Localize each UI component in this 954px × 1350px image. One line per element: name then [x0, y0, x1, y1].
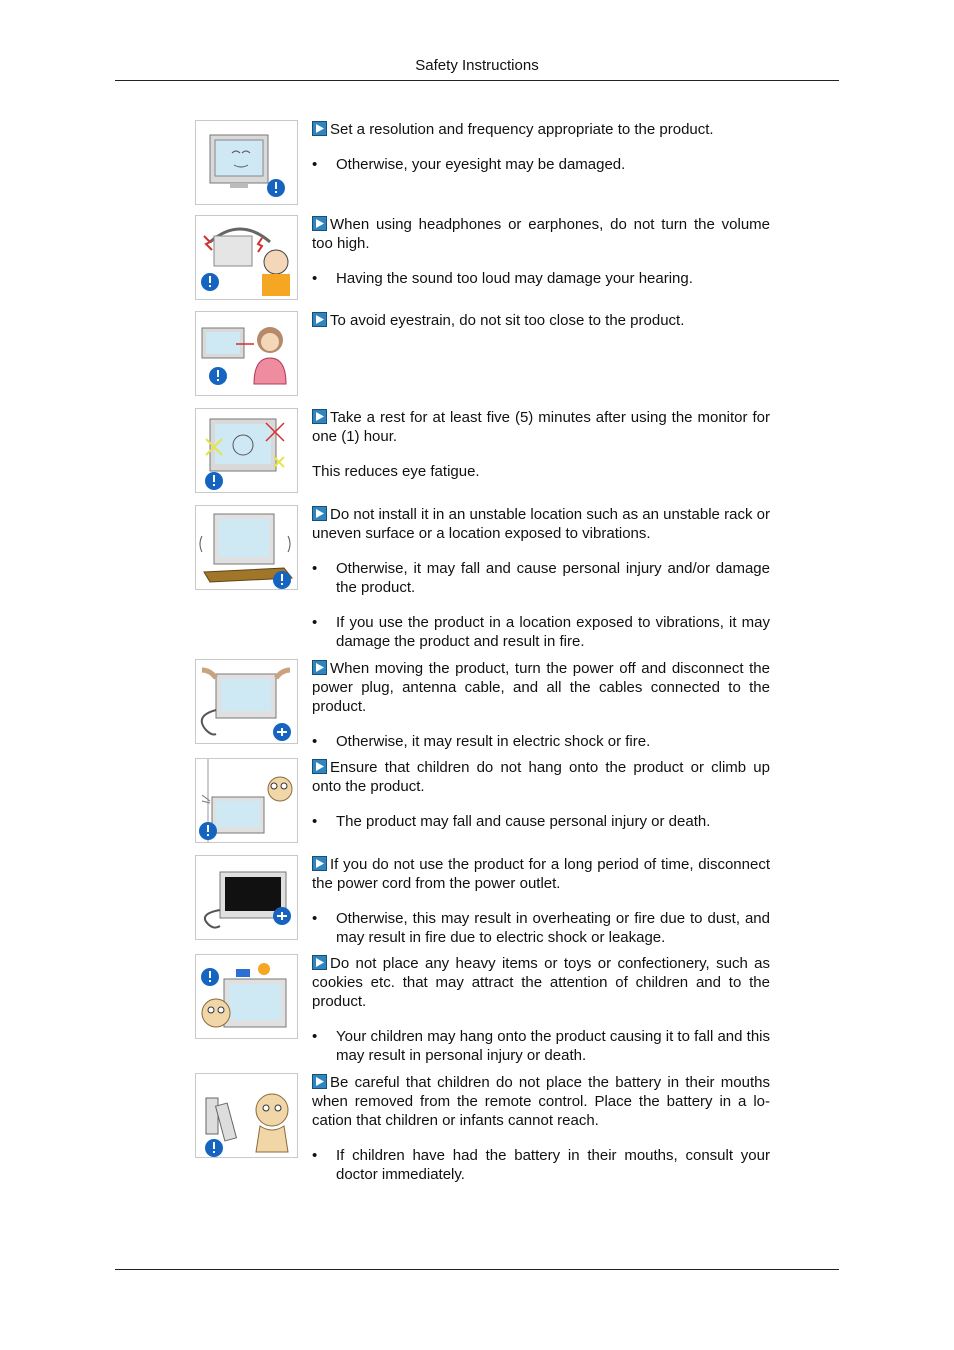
instruction-lead: Do not install it in an unstable location such as an unstable rack or uneven surface or a location exposed to vibrations.	[312, 506, 770, 542]
unplug-when-unused-icon	[195, 855, 298, 940]
instruction-lead: Do not place any heavy items or toys or confectionery, such as cookies etc. that may attract the attention of children and to the product.	[312, 955, 770, 1010]
instruction-bullet: • If you use the product in a location exposed to vibrations, it may damage the product and result in fire.	[312, 613, 770, 651]
instruction-bullet: • Your children may hang onto the product causing it to fall and this may result in personal injury or death.	[312, 1027, 770, 1065]
instruction-lead: Take a rest for at least five (5) minutes after using the monitor for one (1) hour.	[312, 409, 770, 445]
page-header-title: Safety Instructions	[415, 57, 539, 74]
no-toys-on-product-caution-icon	[195, 954, 298, 1039]
instruction-lead: Be careful that children do not place the battery in their mouths when removed from the remote control. Place the battery in a lo-cation that children or infants cannot reach.	[312, 1074, 770, 1129]
instruction-bullet: • Having the sound too loud may damage your hearing.	[312, 269, 770, 288]
blue-triangle-bullet-icon	[312, 759, 327, 774]
footer-rule	[115, 1269, 839, 1270]
headphones-volume-caution-icon	[195, 215, 298, 300]
instruction-lead: When using headphones or earphones, do not turn the volume too high.	[312, 216, 770, 252]
blue-triangle-bullet-icon	[312, 506, 327, 521]
blue-triangle-bullet-icon	[312, 856, 327, 871]
monitor-resolution-caution-icon	[195, 120, 298, 205]
blue-triangle-bullet-icon	[312, 1074, 327, 1089]
instruction-lead: When moving the product, turn the power off and disconnect the power plug, antenna cable, and all the cables connected to the product.	[312, 660, 770, 715]
unstable-location-caution-icon	[195, 505, 298, 590]
instruction-bullet: • Otherwise, this may result in overheating or fire due to dust, and may result in fire due to electric shock or leakage.	[312, 909, 770, 947]
instruction-bullet: • The product may fall and cause personal injury or death.	[312, 812, 770, 831]
instruction-bullet: • Otherwise, your eyesight may be damaged.	[312, 155, 770, 174]
blue-triangle-bullet-icon	[312, 660, 327, 675]
children-climbing-caution-icon	[195, 758, 298, 843]
blue-triangle-bullet-icon	[312, 216, 327, 231]
blue-triangle-bullet-icon	[312, 409, 327, 424]
instruction-bullet: • Otherwise, it may result in electric shock or fire.	[312, 732, 770, 751]
header-rule	[115, 80, 839, 81]
blue-triangle-bullet-icon	[312, 121, 327, 136]
instruction-bullet: • Otherwise, it may fall and cause personal injury and/or damage the product.	[312, 559, 770, 597]
instruction-bullet: • If children have had the battery in their mouths, consult your doctor immediately.	[312, 1146, 770, 1184]
instruction-lead: To avoid eyestrain, do not sit too close to the product.	[330, 312, 685, 329]
instruction-lead: Set a resolution and frequency appropriate to the product.	[330, 121, 714, 138]
instruction-lead: Ensure that children do not hang onto the product or climb up onto the product.	[312, 759, 770, 795]
instruction-lead: If you do not use the product for a long period of time, disconnect the power cord from the power outlet.	[312, 856, 770, 892]
moving-product-unplug-icon	[195, 659, 298, 744]
take-a-rest-caution-icon	[195, 408, 298, 493]
blue-triangle-bullet-icon	[312, 312, 327, 327]
blue-triangle-bullet-icon	[312, 955, 327, 970]
battery-children-caution-icon	[195, 1073, 298, 1158]
sitting-too-close-caution-icon	[195, 311, 298, 396]
instruction-note: This reduces eye fatigue.	[312, 463, 480, 480]
